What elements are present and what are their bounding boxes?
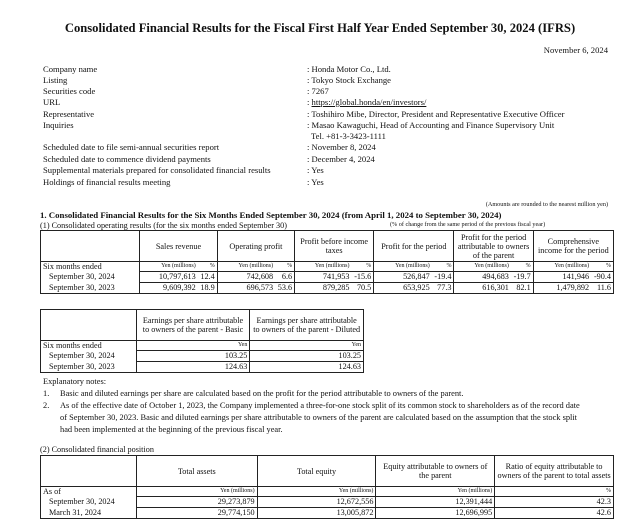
- cell-value: 12,672,556: [257, 496, 376, 507]
- table-row: [41, 271, 614, 282]
- pct-label: %: [275, 262, 294, 272]
- info-value: Tel. +81-3-3423-1111: [311, 131, 386, 141]
- info-value: : December 4, 2024: [307, 154, 375, 164]
- unit-label: Yen (millions): [136, 487, 257, 497]
- explanatory-title: Explanatory notes:: [43, 377, 107, 386]
- info-value: : Masao Kawaguchi, Head of Accounting and Finance Supervisory Unit: [307, 120, 555, 130]
- section1-subtitle: (1) Consolidated operating results (for the six months ended September 30): [40, 221, 287, 230]
- cell-pct: -19.4: [432, 271, 454, 282]
- pct-change-note: (% of change from the same period of the previous fiscal year): [390, 221, 546, 228]
- unit-label: Yen (millions): [374, 262, 432, 272]
- cell-value: 103.25: [250, 350, 364, 361]
- pct-label: %: [511, 262, 533, 272]
- cell-value: 616,301: [454, 282, 511, 293]
- cell-value: 742,608: [217, 271, 275, 282]
- header-total-equity: Total equity: [257, 456, 376, 487]
- cell-value: 741,953: [295, 271, 352, 282]
- cell-value: 879,285: [295, 282, 352, 293]
- info-value: : Yes: [307, 165, 324, 175]
- financial-position-table: [40, 455, 614, 519]
- cell-pct: 82.1: [511, 282, 533, 293]
- row-title: As of: [41, 487, 137, 497]
- info-label: Scheduled date to commence dividend payments: [43, 154, 211, 164]
- cell-pct: 53.6: [275, 282, 294, 293]
- info-label: Representative: [43, 109, 95, 119]
- header-sales-revenue: Sales revenue: [140, 231, 217, 262]
- cell-value: 29,273,879: [136, 496, 257, 507]
- unit-label: Yen (millions): [217, 262, 275, 272]
- info-label: Holdings of financial results meeting: [43, 177, 171, 187]
- unit-label: Yen (millions): [257, 487, 376, 497]
- cell-pct: -15.6: [351, 271, 373, 282]
- row-label: March 31, 2024: [41, 507, 137, 518]
- cell-value: 103.25: [136, 350, 250, 361]
- cell-pct: 18.9: [198, 282, 217, 293]
- note-number: 1.: [43, 389, 50, 398]
- info-label: URL: [43, 97, 61, 107]
- corner-cell: [41, 456, 137, 487]
- header-eps-diluted: Earnings per share attributable to owners of the parent - Diluted: [250, 310, 364, 341]
- cell-value: 12,391,444: [376, 496, 495, 507]
- table-row: [41, 496, 614, 507]
- operating-results-table: [40, 230, 614, 294]
- pct-label: %: [198, 262, 217, 272]
- corner-cell: [41, 310, 137, 341]
- info-label: Inquiries: [43, 120, 74, 130]
- cell-value: 29,774,150: [136, 507, 257, 518]
- cell-pct: 6.6: [275, 271, 294, 282]
- cell-value: 12,696,995: [376, 507, 495, 518]
- unit-label: Yen: [250, 341, 364, 351]
- header-profit-attributable: Profit for the period attributable to owners of the parent: [454, 231, 533, 262]
- header-equity-attributable: Equity attributable to owners of the parent: [376, 456, 495, 487]
- cell-pct: 77.3: [432, 282, 454, 293]
- corner-cell: [41, 231, 140, 262]
- cell-value: 526,847: [374, 271, 432, 282]
- info-value: : Toshihiro Mibe, Director, President and Representative Executive Officer: [307, 109, 565, 119]
- header-profit-for-period: Profit for the period: [374, 231, 454, 262]
- cell-value: 124.63: [136, 361, 250, 372]
- header-eps-basic: Earnings per share attributable to owners of the parent - Basic: [136, 310, 250, 341]
- row-label: September 30, 2024: [41, 271, 140, 282]
- info-value: : Tokyo Stock Exchange: [307, 75, 391, 85]
- row-label: September 30, 2024: [41, 496, 137, 507]
- table-row: [41, 282, 614, 293]
- info-value: : November 8, 2024: [307, 142, 376, 152]
- investor-url-link[interactable]: https://global.honda/en/investors/: [311, 97, 427, 107]
- unit-label: Yen (millions): [376, 487, 495, 497]
- rounding-note: (Amounts are rounded to the nearest million yen): [485, 201, 608, 208]
- unit-label: Yen (millions): [533, 262, 591, 272]
- table-row: [41, 350, 364, 361]
- pct-label: %: [351, 262, 373, 272]
- section1-title: 1. Consolidated Financial Results for the Six Months Ended September 30, 2024 (from April 1, 2024 to September 30, 2024): [40, 210, 502, 220]
- unit-label: Yen (millions): [140, 262, 198, 272]
- info-label: Scheduled date to file semi-annual securities report: [43, 142, 220, 152]
- cell-value: 696,573: [217, 282, 275, 293]
- pct-label: %: [432, 262, 454, 272]
- header-comprehensive-income: Comprehensive income for the period: [533, 231, 613, 262]
- row-label: September 30, 2024: [41, 350, 137, 361]
- row-label: September 30, 2023: [41, 361, 137, 372]
- info-label: Supplemental materials prepared for consolidated financial results: [43, 165, 271, 175]
- cell-value: 42.6: [495, 507, 614, 518]
- row-label: September 30, 2023: [41, 282, 140, 293]
- cell-pct: -90.4: [591, 271, 613, 282]
- pct-label: %: [495, 487, 614, 497]
- info-value: : 7267: [307, 86, 329, 96]
- table-row: [41, 507, 614, 518]
- info-value: : https://global.honda/en/investors/: [307, 97, 427, 107]
- info-value: : Yes: [307, 177, 324, 187]
- cell-value: 13,005,872: [257, 507, 376, 518]
- cell-value: 10,797,613: [140, 271, 198, 282]
- row-title: Six months ended: [41, 341, 137, 351]
- header-total-assets: Total assets: [136, 456, 257, 487]
- unit-label: Yen (millions): [295, 262, 352, 272]
- cell-value: 494,683: [454, 271, 511, 282]
- table-row: [41, 361, 364, 372]
- header-equity-ratio: Ratio of equity attributable to owners of the parent to total assets: [495, 456, 614, 487]
- section2-subtitle: (2) Consolidated financial position: [40, 445, 154, 454]
- info-label: Listing: [43, 75, 68, 85]
- cell-value: 653,925: [374, 282, 432, 293]
- cell-pct: -19.7: [511, 271, 533, 282]
- unit-label: Yen (millions): [454, 262, 511, 272]
- pct-label: %: [591, 262, 613, 272]
- info-label: Company name: [43, 64, 98, 74]
- cell-pct: 12.4: [198, 271, 217, 282]
- info-value: : Honda Motor Co., Ltd.: [307, 64, 391, 74]
- cell-pct: 11.6: [591, 282, 613, 293]
- cell-pct: 70.5: [351, 282, 373, 293]
- row-title: Six months ended: [41, 262, 140, 272]
- info-label: Securities code: [43, 86, 96, 96]
- note-text: had been implemented at the beginning of the previous fiscal year.: [60, 425, 283, 434]
- cell-value: 42.3: [495, 496, 614, 507]
- cell-value: 9,609,392: [140, 282, 198, 293]
- cell-value: 124.63: [250, 361, 364, 372]
- report-date: November 6, 2024: [543, 45, 608, 55]
- note-text: As of the effective date of October 1, 2023, the Company implemented a three-for-one stock split of its common stock to shareholders as of the record date: [60, 401, 580, 410]
- eps-table: [40, 309, 364, 373]
- header-operating-profit: Operating profit: [217, 231, 294, 262]
- note-number: 2.: [43, 401, 50, 410]
- document-title: Consolidated Financial Results for the Fiscal First Half Year Ended September 30, 2024 (IFRS): [64, 21, 576, 35]
- unit-label: Yen: [136, 341, 250, 351]
- cell-value: 141,946: [533, 271, 591, 282]
- note-text: Basic and diluted earnings per share are calculated based on the profit for the period attributable to owners of the parent.: [60, 389, 464, 398]
- note-text: of September 30, 2023. Basic and diluted earnings per share attributable to owners of the parent are calculated based on the assumption that the stock split: [60, 413, 578, 422]
- cell-value: 1,479,892: [533, 282, 591, 293]
- header-profit-before-tax: Profit before income taxes: [295, 231, 374, 262]
